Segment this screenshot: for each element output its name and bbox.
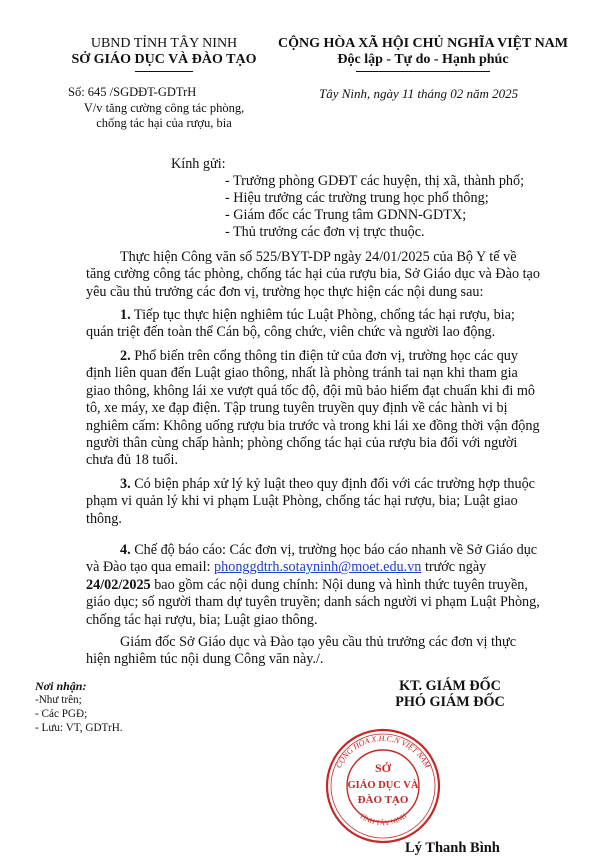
closing-line-1: Giám đốc Sở Giáo dục và Đào tạo yêu cầu thủ trưởng các đơn vị thực [120,634,517,650]
intro-line-2: tăng cường công tác phòng, chống tác hại của rượu bia, Sở Giáo dục và Đào tạo [86,266,540,283]
recipient-4: - Thủ trưởng các đơn vị trực thuộc. [225,224,425,240]
closing-paragraph [86,634,548,669]
recipient-3: - Giám đốc các Trung tâm GDNN-GDTX; [225,207,467,223]
document-number: Số: 645 /SGDĐT-GDTrH [68,85,197,99]
report-deadline: 24/02/2025 [86,576,151,593]
official-seal [318,722,448,846]
intro-line-1: Thực hiện Công văn số 525/BYT-DP ngày 24/01/2025 của Bộ Y tế về [120,249,517,265]
seal-inner-line-2: GIÁO DỤC VÀ [347,780,419,791]
item-3-line-3: thông. [86,510,122,527]
item-3-number: 3. [120,476,131,492]
recipients-label: Kính gửi: [171,156,226,172]
report-email-link[interactable]: phonggdtrh.sotayninh@moet.edu.vn [214,559,422,576]
intro-paragraph [86,249,548,301]
item-2-line-2: định liên quan đến Luật giao thông, nhất là phòng tránh tai nạn khi tham gia [86,365,518,382]
subject-line-2: chống tác hại của rượu, bia [96,116,232,130]
recipient-2: - Hiệu trưởng các trường trung học phổ thông; [225,190,489,206]
item-4-paragraph [86,542,548,629]
motto-underline [356,71,490,72]
item-2-line-7: chưa đủ 18 tuổi. [86,452,179,469]
item-2-line-1: Phổ biến trên cổng thông tin điện tử của đơn vị, trường học các quy [130,348,518,364]
item-1-number: 1. [120,307,131,323]
seal-outer-text: CỘNG HÒA X.H.C.N VIỆT NAM [333,733,433,770]
item-4-line-1: Chế độ báo cáo: Các đơn vị, trường học báo cáo nhanh về Sở Giáo dục [130,542,538,558]
item-2-number: 2. [120,348,131,364]
item-1-line-1: Tiếp tục thực hiện nghiêm túc Luật Phòng, chống tác hại rượu, bia; [130,307,515,323]
recipients-footer-title: Nơi nhận: [35,679,87,693]
item-4-line-2-prefix: và Đào tạo qua email: [86,559,215,576]
agency-underline [135,71,193,72]
closing-line-2: hiện nghiêm túc nội dung Công văn này./. [86,651,324,668]
recipients-footer-item-3: - Lưu: VT, GDTrH. [35,722,123,734]
item-4-line-2-suffix: trước ngày [421,559,487,576]
motto: Độc lập - Tự do - Hạnh phúc [337,52,509,67]
recipients-footer-item-1: -Như trên; [35,694,82,706]
item-2-line-3: giao thông, không lái xe vượt quá tốc độ, đội mũ bảo hiểm đạt chuẩn khi đi mô [86,382,536,399]
intro-line-3: yêu cầu thủ trưởng các đơn vị, trường học thực hiện các nội dung sau: [86,283,484,300]
subject-line-1: V/v tăng cường công tác phòng, [83,101,245,115]
department-name: SỞ GIÁO DỤC VÀ ĐÀO TẠO [71,52,257,67]
item-1-line-2: quán triệt đến toàn thể Cán bộ, công chức, viên chức và người lao động. [86,324,496,341]
item-3-paragraph [86,476,548,528]
signature-title-1: KT. GIÁM ĐỐC [399,678,501,694]
item-2-line-5: nghiêm cấm: Không uống rượu bia trước và trong khi lái xe đồng thời vận động [86,417,540,434]
recipients-footer-item-2: - Các PGĐ; [35,708,88,720]
seal-bottom-text: TỈNH TÂY NINH [357,811,409,828]
item-4-line-4: giáo dục; số người tham dự tuyên truyền; danh sách người vi phạm Luật Phòng, [86,594,540,611]
recipient-1: - Trưởng phòng GDĐT các huyện, thị xã, thành phố; [225,173,525,189]
item-4-number: 4. [120,542,131,558]
place-and-date: Tây Ninh, ngày 11 tháng 02 năm 2025 [319,86,519,101]
item-3-line-1: Có biện pháp xử lý kỷ luật theo quy định đối với các trường hợp thuộc [130,476,535,492]
item-1-paragraph [86,307,548,342]
signature-title-2: PHÓ GIÁM ĐỐC [395,694,505,710]
seal-inner-line-1: SỞ [374,761,392,775]
country-name: CỘNG HÒA XÃ HỘI CHỦ NGHĨA VIỆT NAM [277,36,568,51]
signer-name: Lý Thanh Bình [405,840,500,856]
item-4-line-3: bao gồm các nội dung chính: Nội dung và hình thức tuyên truyền, [150,576,528,593]
item-2-paragraph [86,348,548,470]
item-2-line-4: tô, xe máy, xe đạp điện. Tập trung tuyên truyền quy định về các hành vi bị [86,400,508,417]
item-3-line-2: phạm vi quản lý khi vi phạm Luật Phòng, chống tác hại rượu, bia; Luật giao [86,493,518,510]
item-4-line-5: chống tác hại rượu, bia; Luật giao thông. [86,611,318,628]
agency-name: UBND TỈNH TÂY NINH [90,36,238,51]
item-2-line-6: người thân cùng chấp hành; phòng chống tác hại của rượu bia đối với người [86,435,518,452]
seal-inner-line-3: ĐÀO TẠO [357,794,409,806]
